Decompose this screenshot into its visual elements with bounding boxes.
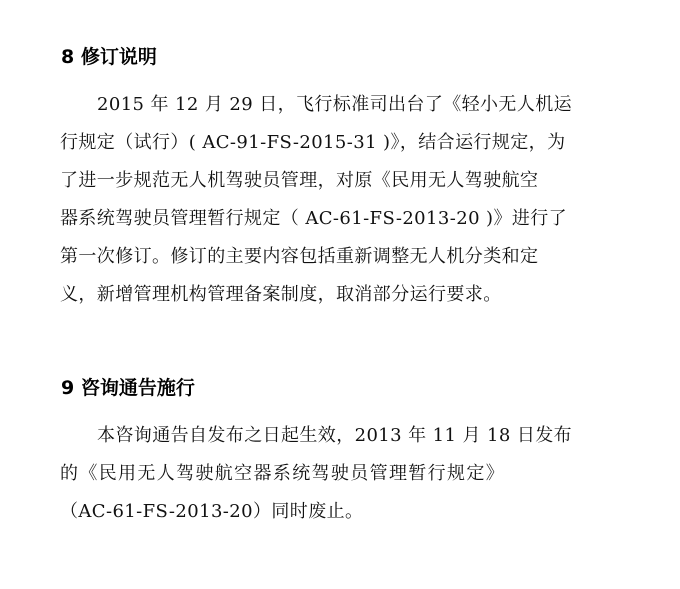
paragraph-line: 的《民用无人驾驶航空器系统驾驶员管理暂行规定》 bbox=[60, 463, 506, 484]
paragraph-line: 了进一步规范无人机驾驶员管理，对原《民用无人驾驶航空 bbox=[60, 170, 539, 191]
paragraph-line: 2015 年 12 月 29 日，飞行标准司出台了《轻小无人机运 bbox=[97, 94, 573, 115]
paragraph-line: 第一次修订。修订的主要内容包括重新调整无人机分类和定 bbox=[60, 246, 539, 267]
paragraph-line: 义，新增管理机构管理备案制度，取消部分运行要求。 bbox=[60, 284, 502, 305]
paragraph-line: 本咨询通告自发布之日起生效，2013 年 11 月 18 日发布 bbox=[97, 425, 573, 446]
section-heading-advisory-circular-effective: 9 咨询通告施行 bbox=[61, 377, 195, 399]
paragraph-line: 行规定（试行）( AC-91-FS-2015-31 )》，结合运行规定，为 bbox=[60, 132, 566, 153]
paragraph-line: （AC-61-FS-2013-20）同时废止。 bbox=[60, 501, 364, 522]
paragraph-line: 器系统驾驶员管理暂行规定（ AC-61-FS-2013-20 )》进行了 bbox=[60, 208, 568, 229]
section-heading-revision-notes: 8 修订说明 bbox=[61, 46, 157, 68]
